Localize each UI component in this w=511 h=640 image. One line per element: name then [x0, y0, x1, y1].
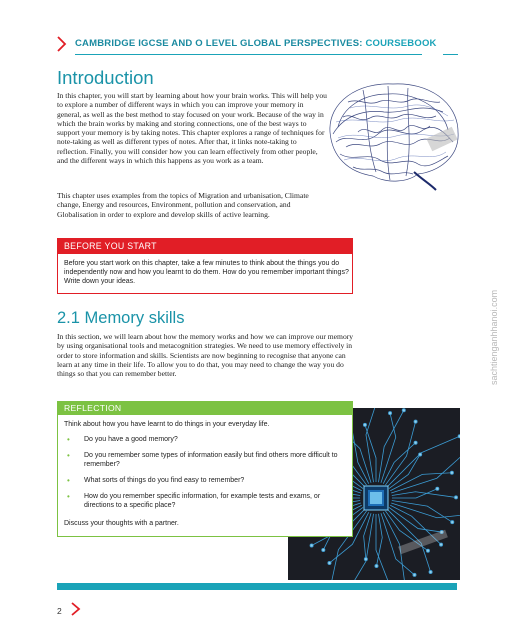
bullet-icon: •: [67, 435, 70, 444]
bullet-icon: •: [67, 451, 70, 460]
footer-bar: [57, 583, 457, 590]
page-number: 2: [57, 606, 62, 616]
introduction-heading: Introduction: [57, 67, 154, 88]
list-item: • How do you remember specific information, for example tests and exams, or directions to a specific place?: [67, 492, 321, 509]
reflection-box: [57, 401, 353, 537]
watermark-text: sachtienganhhanoi.com: [489, 289, 499, 385]
header-rule-dash: [443, 54, 458, 55]
before-you-start-box: [57, 238, 353, 294]
memory-skills-heading: 2.1 Memory skills: [57, 309, 185, 327]
introduction-paragraph-2: This chapter uses examples from the topics of Migration and urbanisation, Climate change, Energy and resources, Environment, pollution and conservation, and Globalisation in order to explore and develop skills of active learning.: [57, 191, 309, 219]
list-item: • Do you have a good memory?: [67, 435, 178, 444]
watermark-side-text: [483, 230, 503, 390]
chevron-right-icon: [55, 35, 69, 53]
before-you-start-title: BEFORE YOU START: [64, 241, 157, 251]
brain-illustration: [318, 72, 468, 194]
introduction-paragraph-1: In this chapter, you will start by learning about how your brain works. This will help you to explore a number of different ways in which you can improve your memory in general, as well as the best method to stay focused on your work. Because of the way in which the brain works by making and storing connections, one of the best ways to support your memory is by taking notes. This chapter explores a range of techniques for note-taking as well as different types of notes. After that, it links note-taking to reflection. Finally, you will consider how you can learn effectively from other people, and the different ways in which this happens as you work as a team.: [57, 91, 327, 166]
header-rule: [75, 54, 422, 55]
list-item: • What sorts of things do you find easy to remember?: [67, 476, 245, 485]
reflection-question-list: [64, 435, 349, 517]
running-header: CAMBRIDGE IGCSE AND O LEVEL GLOBAL PERSPECTIVES: COURSEBOOK: [75, 38, 437, 49]
bullet-icon: •: [67, 476, 70, 485]
memory-skills-paragraph: In this section, we will learn about how the memory works and how we can improve our memory by using organisational tools and metacognition strategies. We need to use memory effectively in order to store information and skills. Scientists are now beginning to recognise that anyone can learn at any time in their life. To allow you to do that, you may need to change the way you do things so that you can remember better.: [57, 332, 354, 379]
reflection-title: REFLECTION: [64, 403, 122, 413]
reflection-closing: Discuss your thoughts with a partner.: [64, 520, 179, 527]
before-you-start-text: Before you start work on this chapter, take a few minutes to think about the things you do independently now and how you learnt to do them. How do you remember important things? Write down your ideas.: [64, 260, 349, 286]
reflection-intro: Think about how you have learnt to do things in your everyday life.: [64, 421, 270, 428]
chevron-right-icon: [70, 601, 82, 617]
bullet-icon: •: [67, 492, 70, 501]
list-item: • Do you remember some types of information easily but find others more difficult to remember?: [67, 451, 338, 468]
